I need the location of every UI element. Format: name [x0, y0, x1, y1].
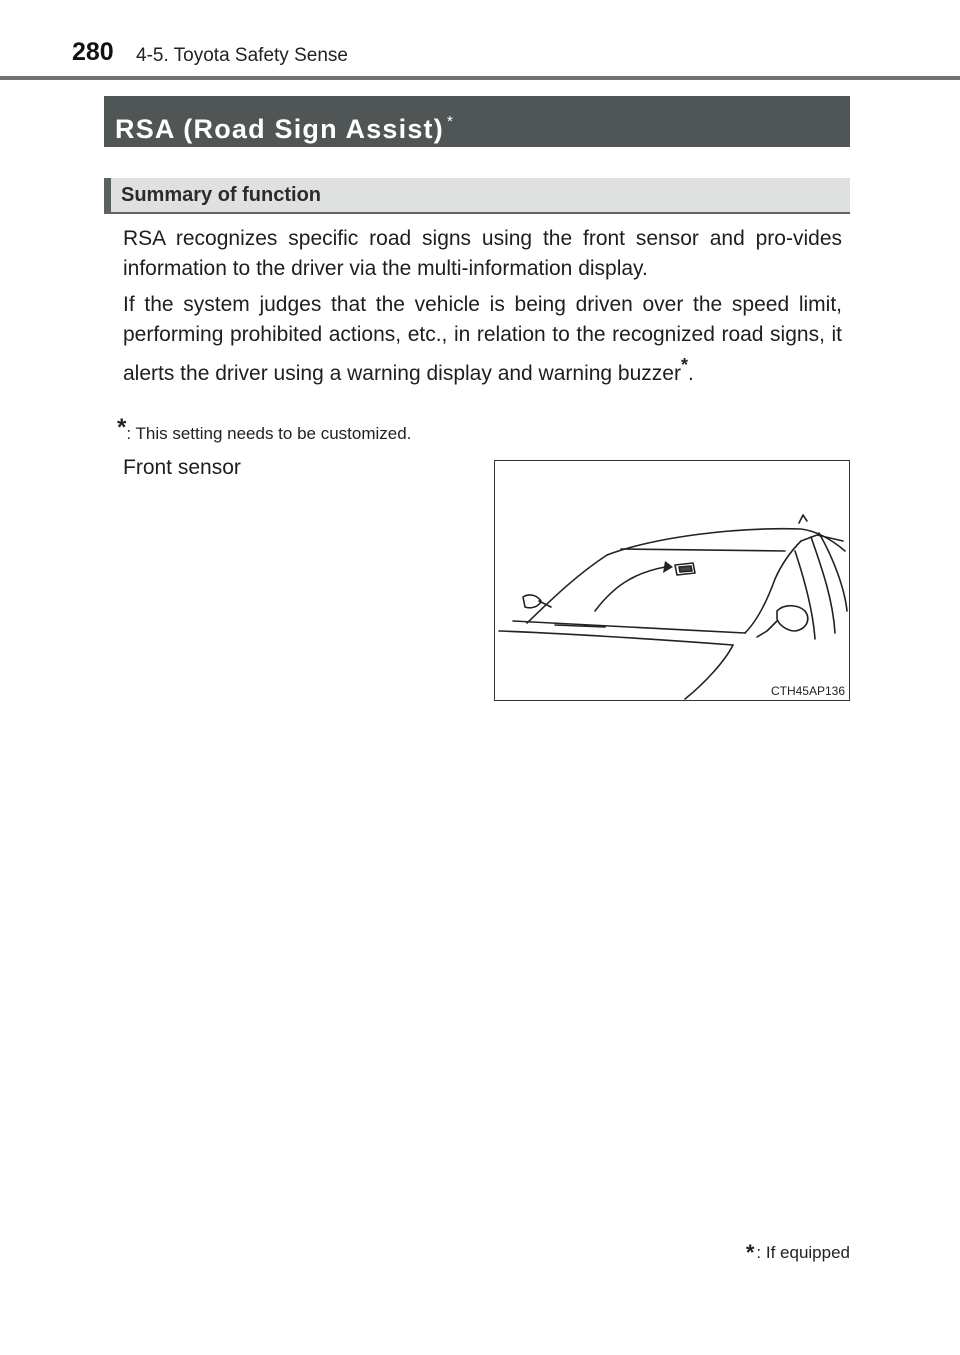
- section-title-bar: [104, 96, 850, 147]
- equipped-footnote: [746, 1240, 850, 1266]
- paragraph-2-end: .: [687, 362, 694, 385]
- front-sensor-windshield-illustration: [495, 461, 849, 700]
- subheading-bar: [104, 178, 850, 214]
- body-paragraph-2-text: If the system judges that the vehicle is being driven over the speed limit, performing prohibited actions, etc., in relation to the recognized road signs, it alerts the driver using a warning display and warning buzzer: [123, 293, 842, 385]
- section-title: RSA (Road Sign Assist): [115, 114, 444, 144]
- subheading-label: Summary of function: [121, 184, 322, 206]
- equipped-text: : If equipped: [756, 1243, 850, 1262]
- front-sensor-figure: [494, 460, 850, 701]
- paragraph-2-marker: *: [680, 355, 688, 375]
- subheading-accent: [104, 178, 111, 212]
- equipped-marker: *: [745, 1240, 755, 1265]
- section-reference: 4-5. Toyota Safety Sense: [136, 45, 348, 66]
- footnote-text: : This setting needs to be customized.: [126, 424, 412, 443]
- page-number: 280: [72, 38, 114, 66]
- figure-caption: Front sensor: [123, 456, 241, 479]
- body-paragraph-1: RSA recognizes specific road signs using the front sensor and pro-vides information to the driver via the multi-information display.: [123, 227, 842, 280]
- header-divider: [0, 76, 960, 80]
- figure-code: CTH45AP136: [770, 684, 845, 698]
- title-marker: *: [446, 113, 454, 130]
- footnote: [117, 414, 411, 444]
- body-paragraph-2: [123, 290, 842, 389]
- footnote-marker: *: [117, 414, 127, 441]
